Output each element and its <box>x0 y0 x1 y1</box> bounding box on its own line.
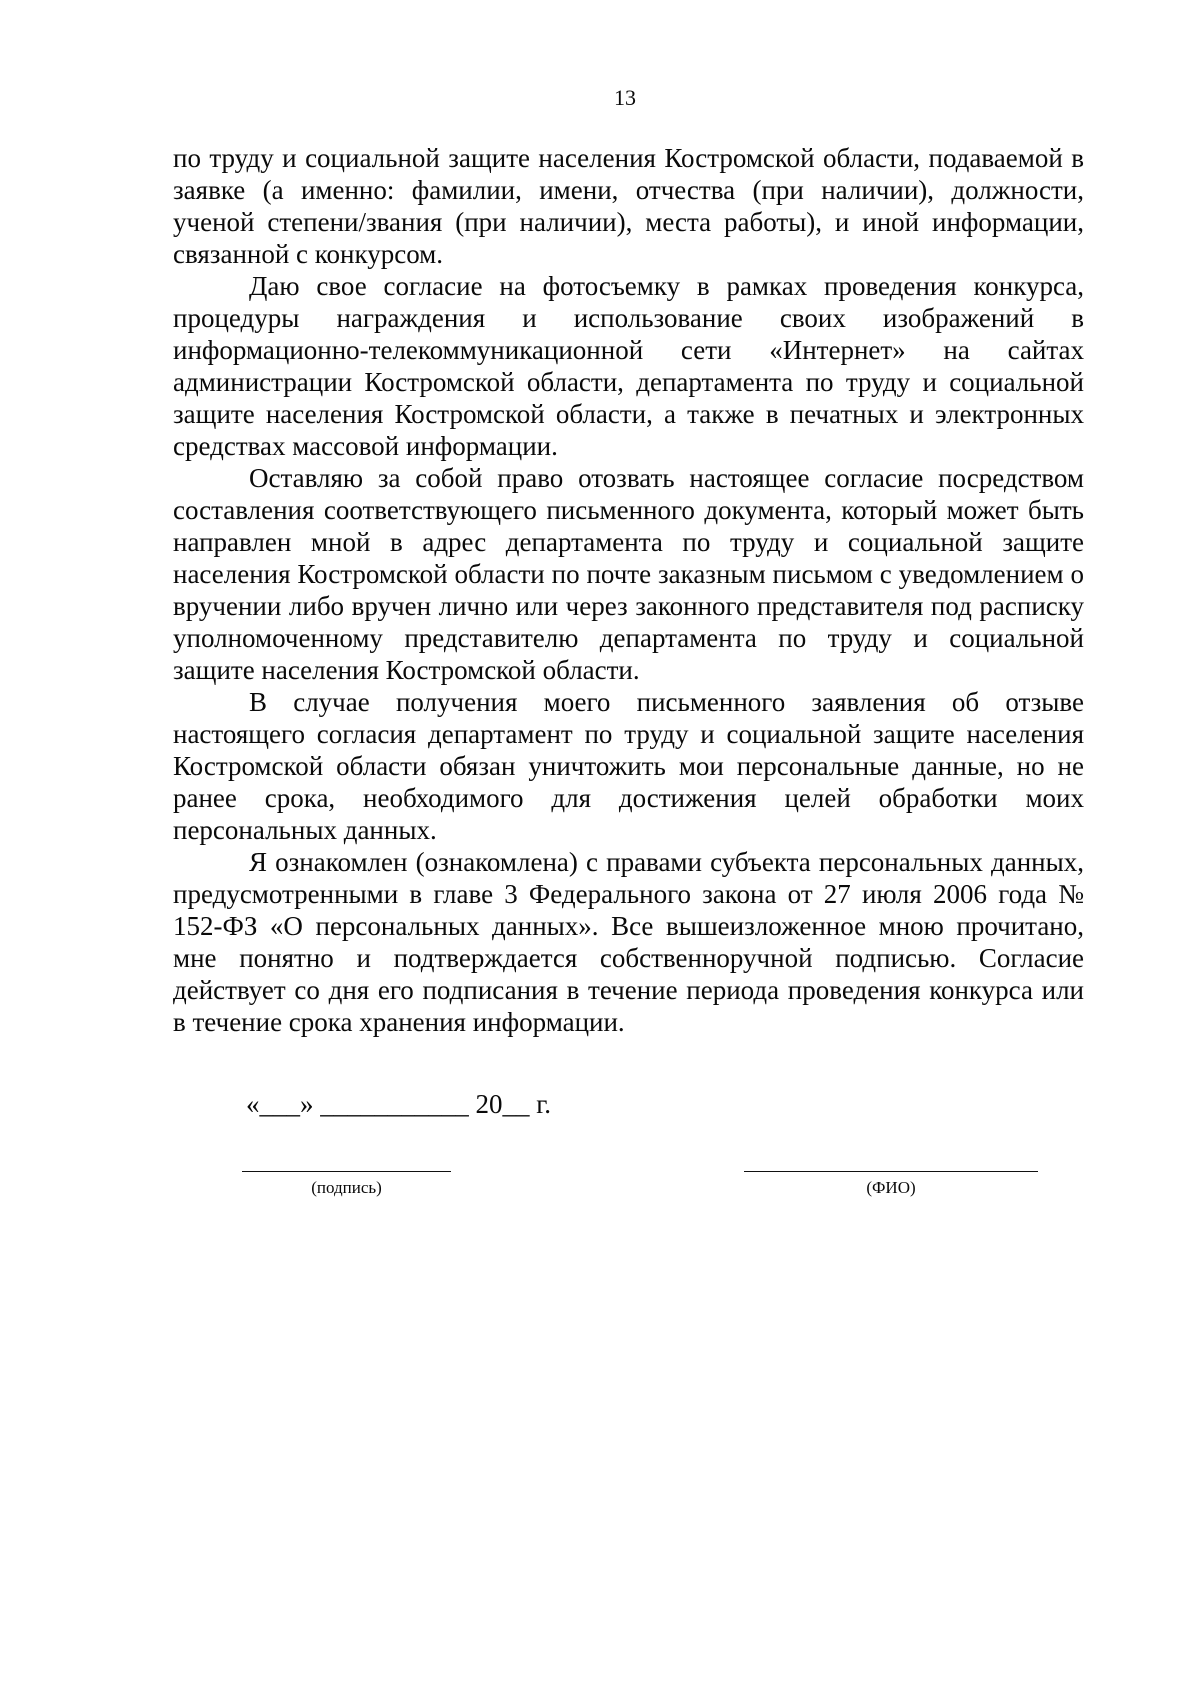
full-name-line <box>744 1171 1038 1172</box>
date-line: «___» ___________ 20__ г. <box>246 1089 552 1119</box>
signature-caption: (подпись) <box>311 1178 382 1197</box>
paragraph-withdrawal-right: Оставляю за собой право отозвать настоящее согласие посредством составления соответствующего письменного документа, который может быть направлен мной в адрес департамента по труду и социальной защите населения Костромской области по почте заказным письмом с уведомлением о вручении либо вручен лично или через законного представителя под расписку уполномоченному представителю департамента по труду и социальной защите населения Костромской области. <box>173 463 1084 685</box>
paragraph-continuation: по труду и социальной защите населения Костромской области, подаваемой в заявке (а именно: фамилии, имени, отчества (при наличии), должности, ученой степени/звания (при наличии), места работы), и иной информации, связанной с конкурсом. <box>173 143 1084 269</box>
full-name-caption: (ФИО) <box>866 1178 916 1197</box>
document-body <box>173 142 1084 1038</box>
paragraph-acknowledgement: Я ознакомлен (ознакомлена) с правами субъекта персональных данных, предусмотренными в главе 3 Федерального закона от 27 июля 2006 года № 152-ФЗ «О персональных данных». Все вышеизложенное мною прочитано, мне понятно и подтверждается собственноручной подписью. Согласие действует со дня его подписания в течение периода проведения конкурса или в течение срока хранения информации. <box>173 847 1084 1037</box>
paragraph-photo-consent: Даю свое согласие на фотосъемку в рамках проведения конкурса, процедуры награждения и использование своих изображений в информационно-телекоммуникационной сети «Интернет» на сайтах администрации Костромской области, департамента по труду и социальной защите населения Костромской области, а также в печатных и электронных средствах массовой информации. <box>173 271 1084 461</box>
paragraph-withdrawal-consequence: В случае получения моего письменного заявления об отзыве настоящего согласия департамент по труду и социальной защите населения Костромской области обязан уничтожить мои персональные данные, но не ранее срока, необходимого для достижения целей обработки моих персональных данных. <box>173 687 1084 845</box>
page-number: 13 <box>614 85 636 110</box>
signature-line <box>242 1171 451 1172</box>
